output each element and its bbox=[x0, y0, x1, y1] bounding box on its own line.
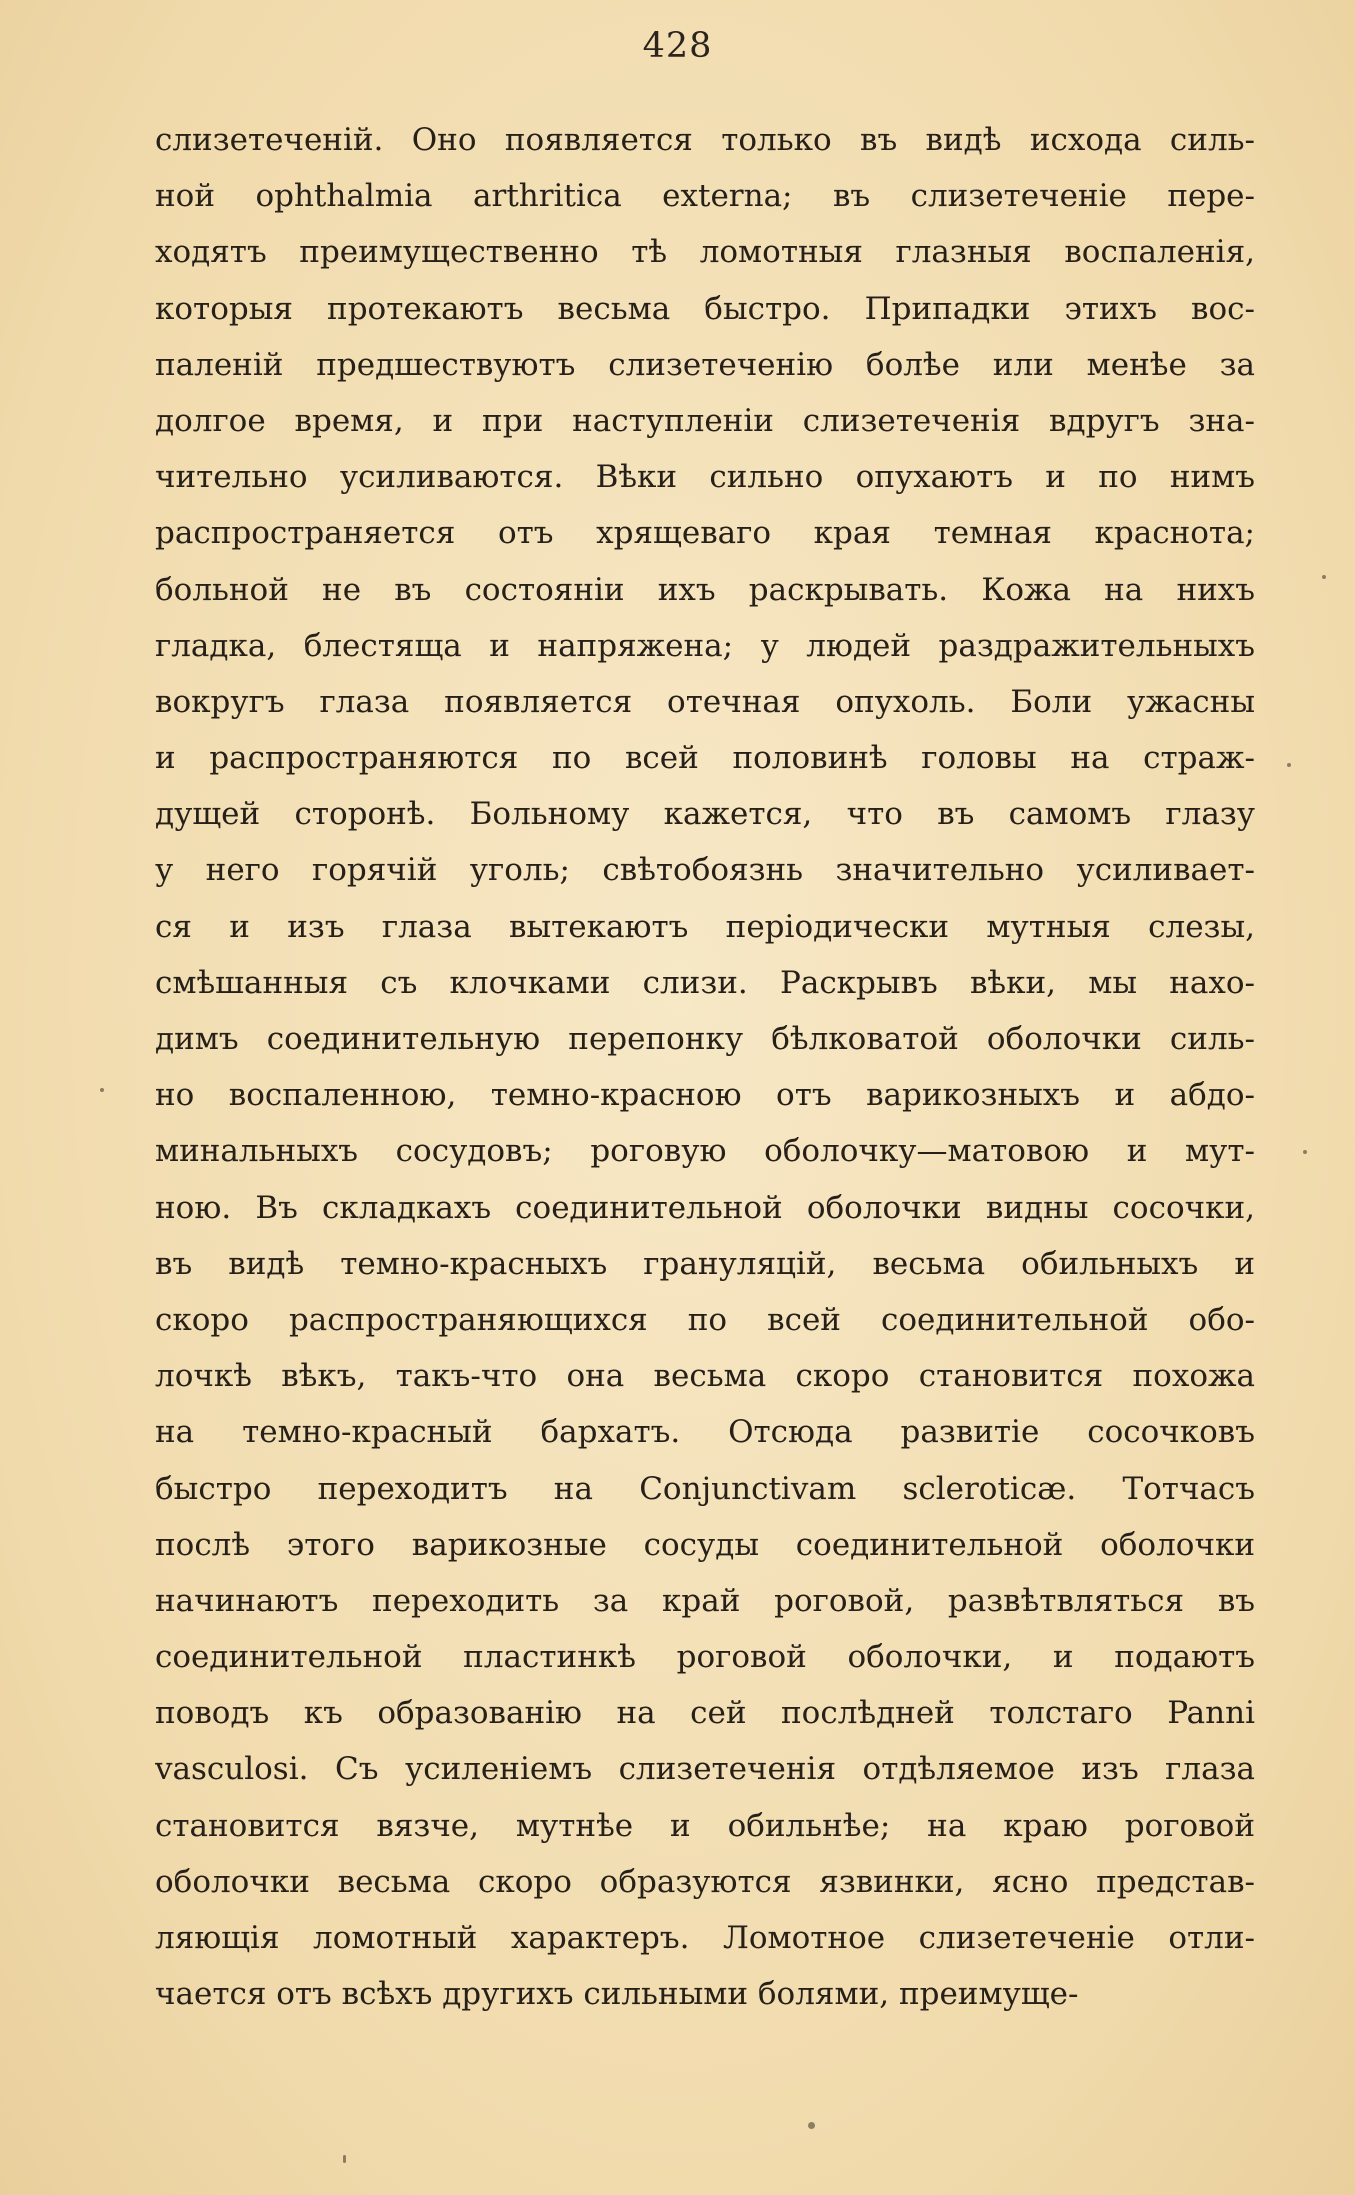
text-line: чается отъ всѣхъ другихъ сильными болями, преимуще- bbox=[155, 1976, 1079, 2013]
text-line: ся и изъ глаза вытекаютъ періодически мутныя слезы, bbox=[155, 908, 1255, 945]
text-line: на темно-красный бархатъ. Отсюда развитіе сосочковъ bbox=[155, 1414, 1255, 1451]
text-line: послѣ этого варикозные сосуды соединительной оболочки bbox=[155, 1526, 1255, 1563]
text-line: быстро переходитъ на Conjunctivam scleroticæ. Тотчасъ bbox=[155, 1470, 1255, 1507]
text-line: ходятъ преимущественно тѣ ломотныя глазныя воспаленія, bbox=[155, 234, 1255, 271]
print-speck bbox=[808, 2122, 815, 2129]
page-number: 428 bbox=[642, 26, 713, 66]
text-line: чительно усиливаются. Вѣки сильно опухаютъ и по нимъ bbox=[155, 459, 1255, 496]
text-line: соединительной пластинкѣ роговой оболочки, и подаютъ bbox=[155, 1639, 1255, 1676]
text-line: минальныхъ сосудовъ; роговую оболочку—матовою и мут- bbox=[155, 1133, 1255, 1170]
text-line: гладка, блестяща и напряжена; у людей раздражительныхъ bbox=[155, 627, 1255, 664]
print-speck bbox=[343, 2155, 346, 2163]
text-line: смѣшанныя съ клочками слизи. Раскрывъ вѣки, мы нахо- bbox=[155, 964, 1255, 1001]
text-line: vasculosi. Съ усиленіемъ слизетеченія отдѣляемое изъ глаза bbox=[155, 1751, 1255, 1788]
text-line: у него горячій уголь; свѣтобоязнь значительно усиливает- bbox=[155, 852, 1255, 889]
text-line: ляющія ломотный характеръ. Ломотное слизетеченіе отли- bbox=[155, 1920, 1255, 1956]
text-line: паленій предшествуютъ слизетеченію болѣе или менѣе за bbox=[155, 346, 1255, 383]
text-line: распространяется отъ хрящеваго края темная краснота; bbox=[155, 515, 1255, 552]
text-line: оболочки весьма скоро образуются язвинки, ясно представ- bbox=[155, 1863, 1255, 1900]
text-line: вокругъ глаза появляется отечная опухоль. Боли ужасны bbox=[155, 683, 1255, 720]
text-line: скоро распространяющихся по всей соединительной обо- bbox=[155, 1301, 1255, 1338]
text-line: которыя протекаютъ весьма быстро. Припадки этихъ вос- bbox=[155, 290, 1255, 327]
text-line: ною. Въ складкахъ соединительной оболочки видны сосочки, bbox=[155, 1189, 1255, 1226]
print-speck bbox=[1287, 763, 1291, 767]
text-line: димъ соединительную перепонку бѣлковатой оболочки силь- bbox=[155, 1021, 1255, 1057]
text-line: въ видѣ темно-красныхъ грануляцій, весьма обильныхъ и bbox=[155, 1245, 1255, 1282]
text-line: поводъ къ образованію на сей послѣдней толстаго Panni bbox=[155, 1695, 1255, 1732]
text-line: слизетеченій. Оно появляется только въ видѣ исхода силь- bbox=[155, 122, 1255, 158]
text-line: лочкѣ вѣкъ, такъ-что она весьма скоро становится похожа bbox=[155, 1358, 1255, 1395]
print-speck bbox=[1322, 575, 1326, 579]
text-line: но воспаленною, темно-красною отъ варикозныхъ и абдо- bbox=[155, 1077, 1255, 1114]
text-line: ной ophthalmia arthritica externa; въ слизетеченіе пере- bbox=[155, 178, 1255, 215]
text-line: становится вязче, мутнѣе и обильнѣе; на краю роговой bbox=[155, 1807, 1255, 1844]
text-line: дущей сторонѣ. Больному кажется, что въ самомъ глазу bbox=[155, 796, 1255, 833]
print-speck bbox=[1303, 1150, 1307, 1154]
text-line: больной не въ состояніи ихъ раскрывать. Кожа на нихъ bbox=[155, 571, 1255, 608]
text-line: начинаютъ переходить за край роговой, развѣтвляться въ bbox=[155, 1582, 1255, 1619]
body-text bbox=[155, 112, 1255, 2022]
text-line: и распространяются по всей половинѣ головы на страж- bbox=[155, 740, 1255, 777]
print-speck bbox=[100, 1088, 104, 1092]
text-line: долгое время, и при наступленіи слизетеченія вдругъ зна- bbox=[155, 402, 1255, 439]
